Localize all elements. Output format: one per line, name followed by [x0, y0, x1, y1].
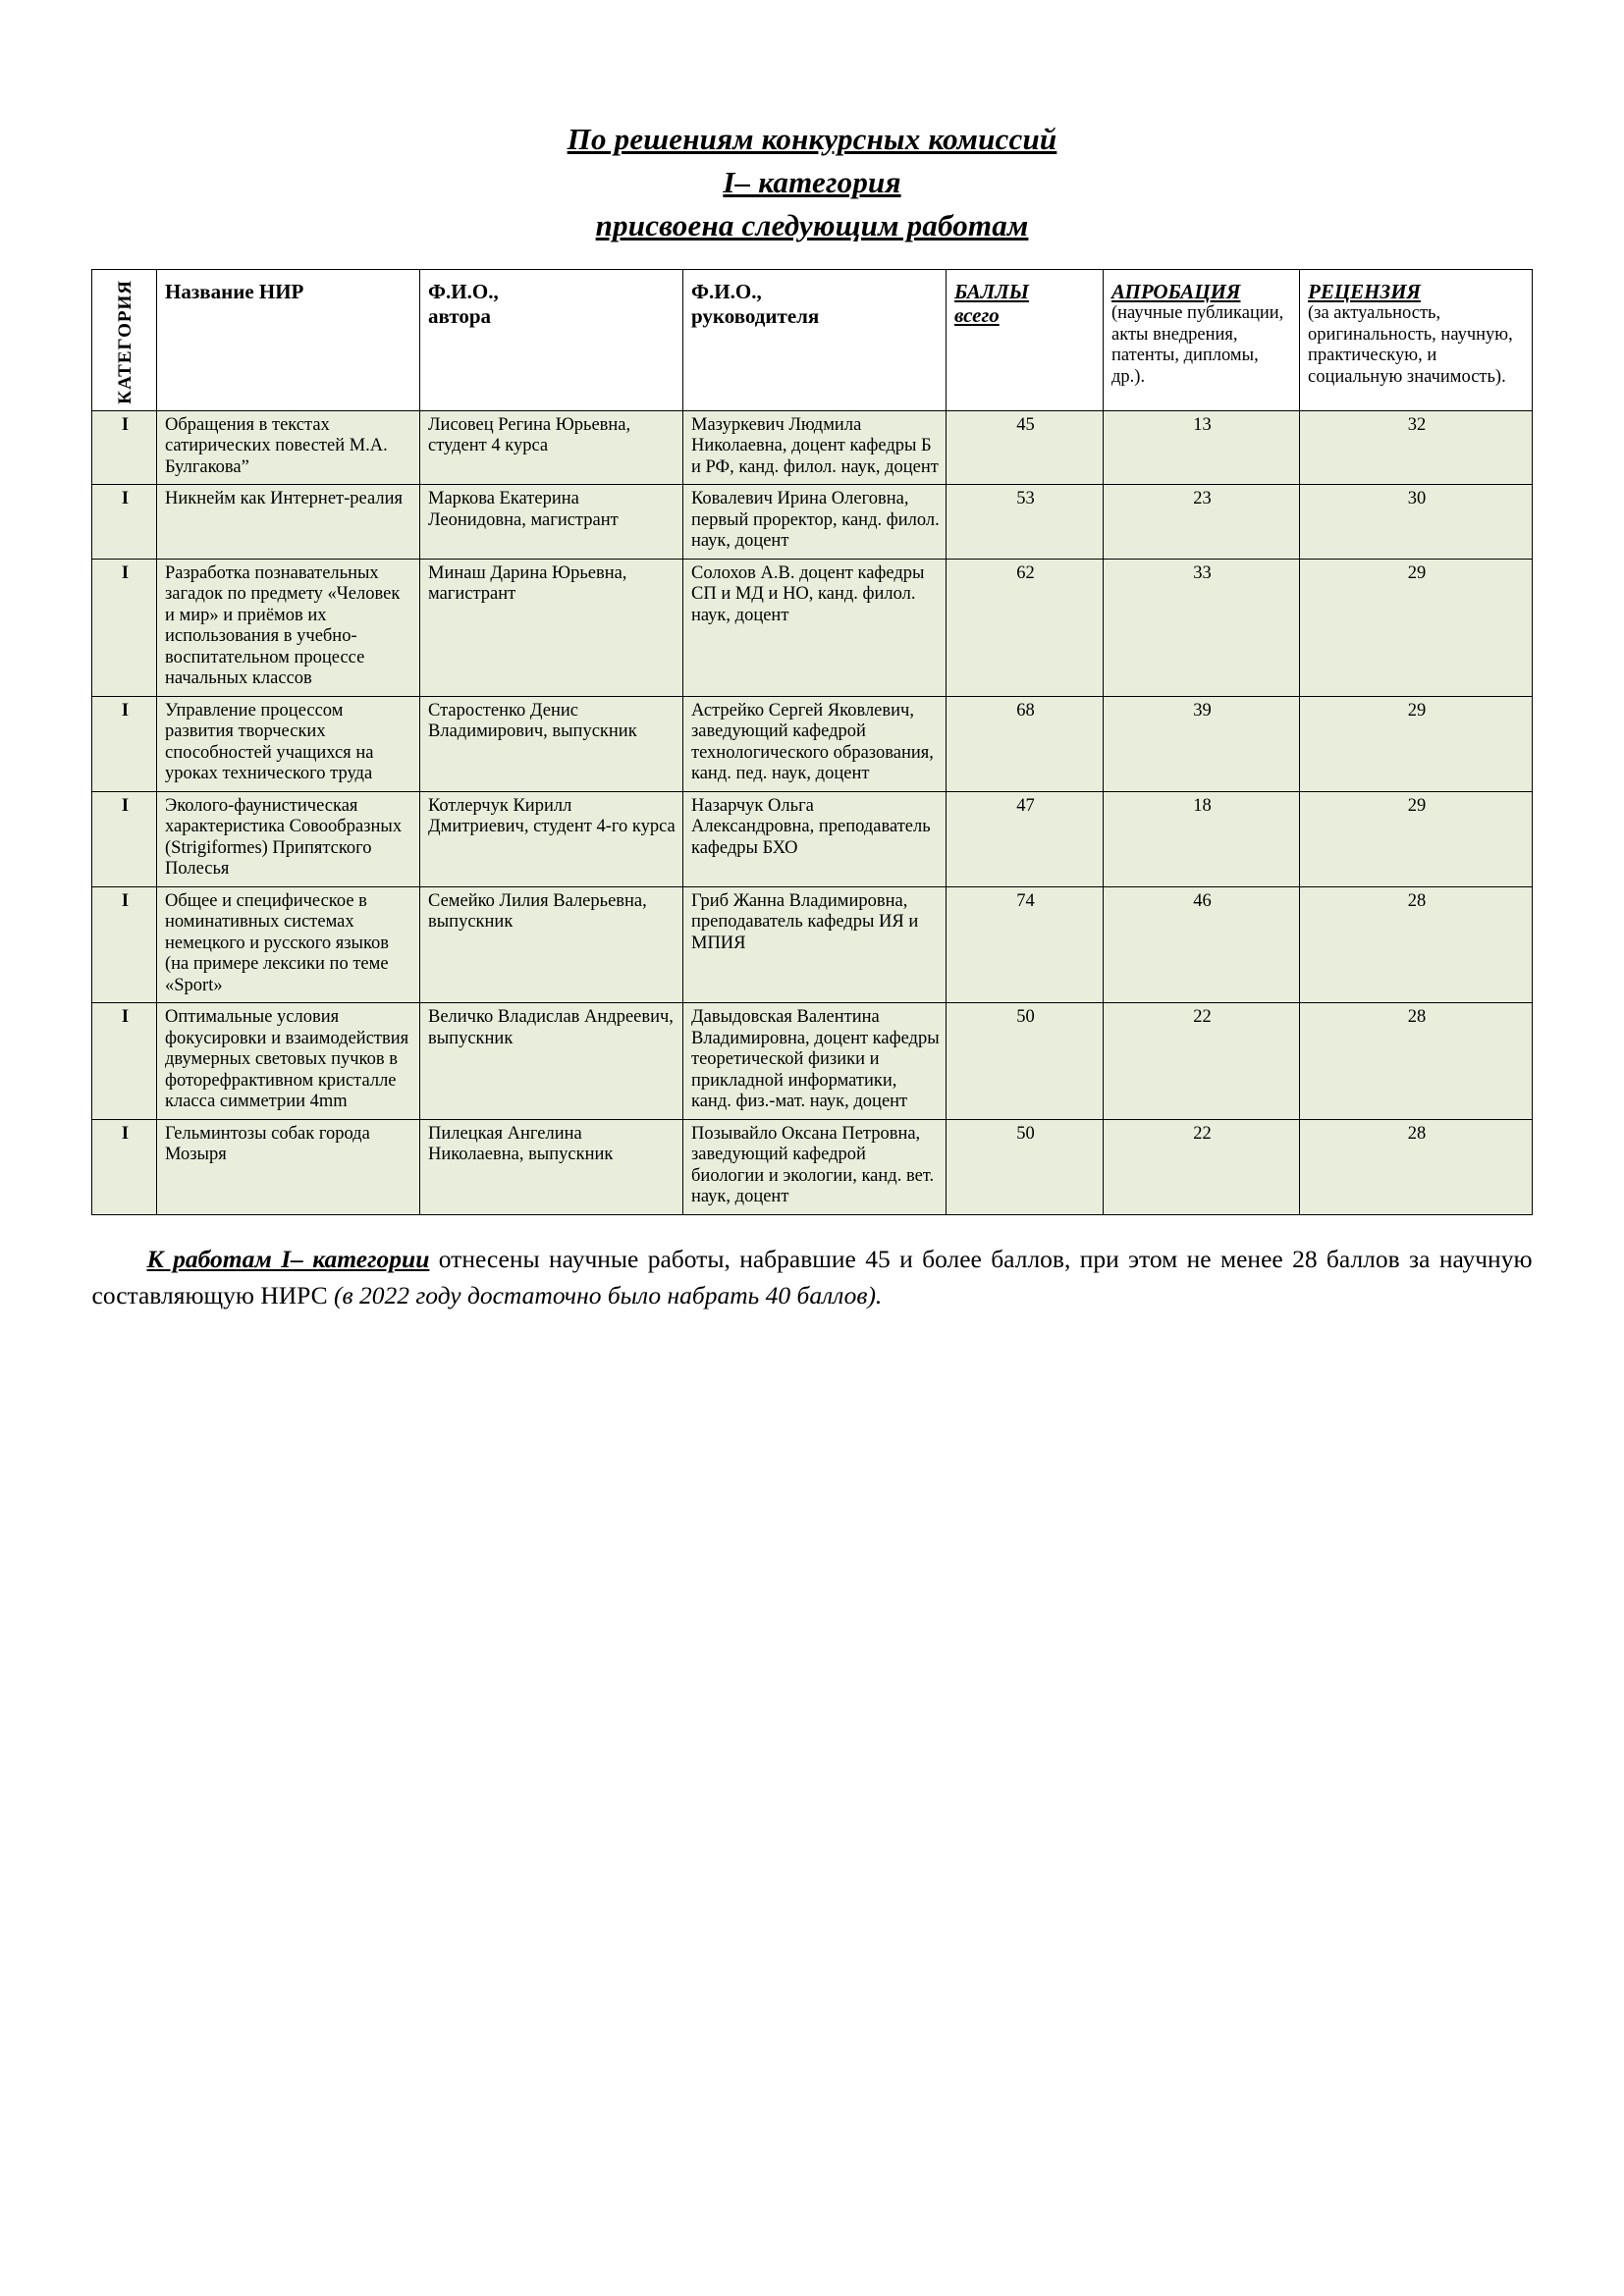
row-aprobation: 18 [1104, 791, 1300, 886]
row-author: Котлерчук Кирилл Дмитриевич, студент 4-го курса [420, 791, 683, 886]
row-review: 29 [1300, 559, 1533, 696]
row-author: Пилецкая Ангелина Николаевна, выпускник [420, 1119, 683, 1214]
document-title [0, 118, 1624, 247]
row-author: Старостенко Денис Владимирович, выпускник [420, 696, 683, 791]
row-name: Гельминтозы собак города Мозыря [157, 1119, 420, 1214]
row-review: 29 [1300, 791, 1533, 886]
row-category: I [92, 485, 157, 560]
row-category: I [92, 1119, 157, 1214]
header-author [420, 270, 683, 411]
row-name: Эколого-фаунистическая характеристика Совообразных (Strigiformes) Припятского Полесья [157, 791, 420, 886]
table-header-row [92, 270, 1533, 411]
row-supervisor: Астрейко Сергей Яковлевич, заведующий кафедрой технологического образования, канд. пед. наук, доцент [683, 696, 947, 791]
row-supervisor: Давыдовская Валентина Владимировна, доцент кафедры теоретической физики и прикладной информатики, канд. физ.-мат. наук, доцент [683, 1003, 947, 1120]
row-aprobation: 22 [1104, 1003, 1300, 1120]
row-points: 62 [947, 559, 1104, 696]
row-aprobation: 46 [1104, 886, 1300, 1003]
header-category-label: КАТЕГОРИЯ [114, 280, 135, 404]
row-points: 50 [947, 1003, 1104, 1120]
footer-text: отнесены научные работы, набравшие 45 и более баллов, при этом не менее 28 баллов за научную составляющую НИРС [91, 1244, 1533, 1309]
header-name [157, 270, 420, 411]
footer-paragraph [92, 1241, 1533, 1313]
header-aprobation [1104, 270, 1300, 411]
row-author: Маркова Екатерина Леонидовна, магистрант [420, 485, 683, 560]
title-line-3 [0, 204, 1624, 247]
row-points: 68 [947, 696, 1104, 791]
header-points [947, 270, 1104, 411]
title-line-1 [0, 118, 1624, 161]
table-row [92, 886, 1533, 1003]
row-points: 53 [947, 485, 1104, 560]
works-table [91, 269, 1533, 1215]
row-supervisor: Солохов А.В. доцент кафедры СП и МД и НО, канд. филол. наук, доцент [683, 559, 947, 696]
row-name: Обращения в текстах сатирических повестей М.А. Булгакова” [157, 410, 420, 485]
table-row [92, 1003, 1533, 1120]
header-author-label-1: Ф.И.О., [428, 280, 499, 303]
row-aprobation: 13 [1104, 410, 1300, 485]
table-row [92, 791, 1533, 886]
footer-italic-tail: (в 2022 году достаточно было набрать 40 баллов). [334, 1280, 883, 1309]
title-line-2 [0, 161, 1624, 204]
row-author: Семейко Лилия Валерьевна, выпускник [420, 886, 683, 1003]
header-points-label-1: БАЛЛЫ [954, 280, 1029, 303]
row-review: 28 [1300, 886, 1533, 1003]
row-aprobation: 33 [1104, 559, 1300, 696]
row-name: Оптимальные условия фокусировки и взаимодействия двумерных световых пучков в фоторефрактивном кристалле класса симметрии 4mm [157, 1003, 420, 1120]
row-category: I [92, 410, 157, 485]
row-points: 50 [947, 1119, 1104, 1214]
title-line-3-text: присвоена следующим работам [595, 208, 1029, 242]
header-supervisor-label-2: руководителя [691, 304, 820, 328]
row-aprobation: 39 [1104, 696, 1300, 791]
row-points: 74 [947, 886, 1104, 1003]
row-category: I [92, 886, 157, 1003]
header-points-label-2: всего [954, 303, 1000, 327]
row-category: I [92, 791, 157, 886]
header-review-sub: (за актуальность, оригинальность, научную, практическую, и социальную значимость). [1308, 303, 1513, 387]
row-supervisor: Мазуркевич Людмила Николаевна, доцент кафедры Б и РФ, канд. филол. наук, доцент [683, 410, 947, 485]
row-name: Управление процессом развития творческих способностей учащихся на уроках технического труда [157, 696, 420, 791]
row-category: I [92, 696, 157, 791]
row-aprobation: 23 [1104, 485, 1300, 560]
row-author: Лисовец Регина Юрьевна, студент 4 курса [420, 410, 683, 485]
table-row [92, 696, 1533, 791]
title-category-rest: – категория [734, 165, 901, 199]
row-points: 45 [947, 410, 1104, 485]
footer-lead: К работам I– категории [146, 1244, 430, 1273]
header-supervisor [683, 270, 947, 411]
row-supervisor: Гриб Жанна Владимировна, преподаватель кафедры ИЯ и МПИЯ [683, 886, 947, 1003]
row-review: 28 [1300, 1003, 1533, 1120]
header-supervisor-label-1: Ф.И.О., [691, 280, 762, 303]
row-review: 28 [1300, 1119, 1533, 1214]
row-points: 47 [947, 791, 1104, 886]
table-row [92, 1119, 1533, 1214]
header-category [92, 270, 157, 411]
header-name-label: Название НИР [165, 280, 304, 303]
row-name: Общее и специфическое в номинативных системах немецкого и русского языков (на примере лексики по теме «Sport» [157, 886, 420, 1003]
row-name: Никнейм как Интернет-реалия [157, 485, 420, 560]
table-row [92, 485, 1533, 560]
row-supervisor: Ковалевич Ирина Олеговна, первый проректор, канд. филол. наук, доцент [683, 485, 947, 560]
header-review-label: РЕЦЕНЗИЯ [1308, 280, 1421, 303]
table-row [92, 559, 1533, 696]
row-category: I [92, 1003, 157, 1120]
row-review: 30 [1300, 485, 1533, 560]
title-category-roman: I [723, 165, 735, 199]
title-line-1-text: По решениям конкурсных комиссий [567, 122, 1057, 156]
row-category: I [92, 559, 157, 696]
row-review: 29 [1300, 696, 1533, 791]
table-row [92, 410, 1533, 485]
row-supervisor: Назарчук Ольга Александровна, преподаватель кафедры БХО [683, 791, 947, 886]
header-aprobation-sub: (научные публикации, акты внедрения, патенты, дипломы, др.). [1111, 303, 1284, 387]
row-author: Минаш Дарина Юрьевна, магистрант [420, 559, 683, 696]
row-aprobation: 22 [1104, 1119, 1300, 1214]
header-author-label-2: автора [428, 304, 492, 328]
header-review [1300, 270, 1533, 411]
row-author: Величко Владислав Андреевич, выпускник [420, 1003, 683, 1120]
row-name: Разработка познавательных загадок по предмету «Человек и мир» и приёмов их использования в учебно-воспитательном процессе начальных классов [157, 559, 420, 696]
header-aprobation-label: АПРОБАЦИЯ [1111, 280, 1241, 303]
row-supervisor: Позывайло Оксана Петровна, заведующий кафедрой биологии и экологии, канд. вет. наук, доцент [683, 1119, 947, 1214]
row-review: 32 [1300, 410, 1533, 485]
